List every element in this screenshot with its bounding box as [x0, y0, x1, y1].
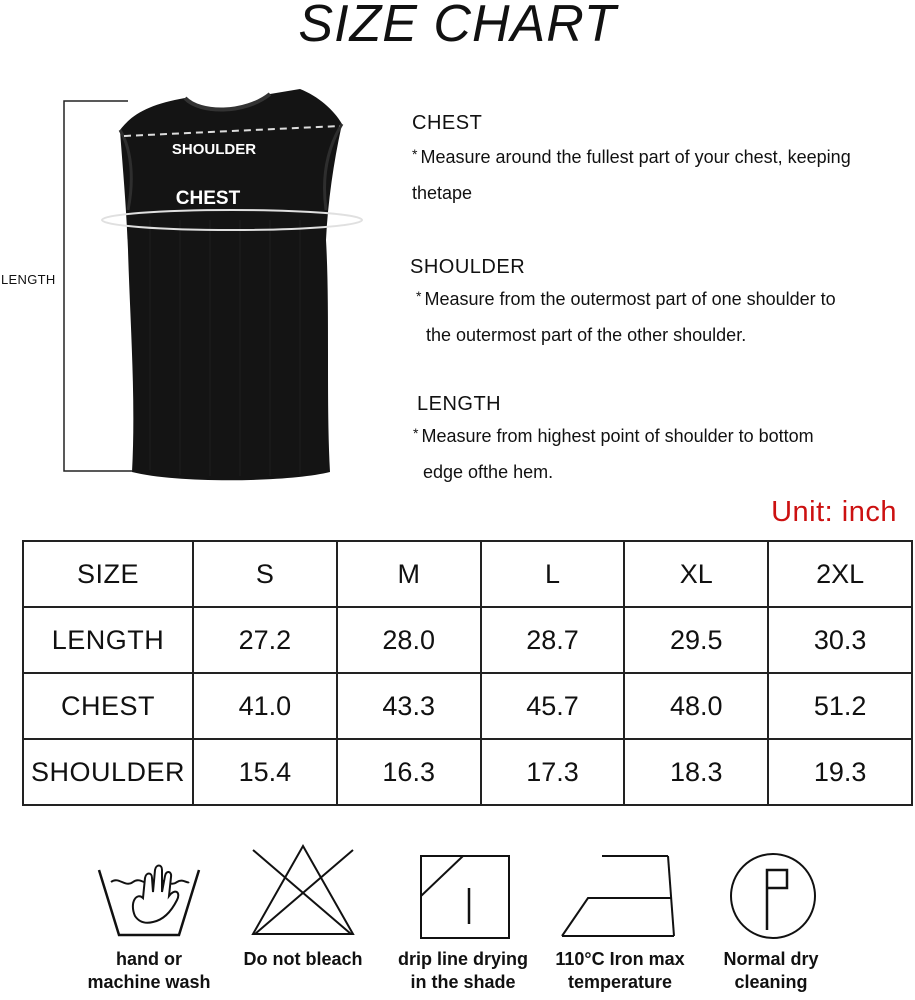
table-row — [23, 607, 912, 673]
table-cell: 19.3 — [768, 739, 912, 805]
chest-heading: CHEST — [412, 112, 483, 134]
table-header-cell: 2XL — [768, 541, 912, 607]
table-cell: 45.7 — [481, 673, 625, 739]
table-cell: 28.0 — [337, 607, 481, 673]
length-line-1: Measure from highest point of shoulder to bottom — [421, 426, 814, 446]
chest-line-2: thetape — [412, 183, 473, 203]
tank-top-icon — [0, 80, 400, 500]
care-label: hand or — [116, 949, 182, 969]
row-label: LENGTH — [23, 607, 193, 673]
length-measure-label: LENGTH — [1, 272, 56, 287]
dry-clean-icon — [711, 840, 831, 940]
size-table — [22, 540, 913, 806]
length-description — [413, 393, 814, 490]
no-bleach-icon — [243, 840, 363, 940]
care-label: Normal dry — [723, 949, 819, 969]
table-cell: 15.4 — [193, 739, 337, 805]
table-row — [23, 673, 912, 739]
iron-icon — [560, 840, 680, 940]
table-row — [23, 739, 912, 805]
care-label: 110°C Iron max — [555, 949, 685, 969]
bullet: * — [416, 288, 422, 304]
shoulder-line-2: the outermost part of the other shoulder. — [426, 325, 747, 345]
length-line-2: edge ofthe hem. — [423, 462, 554, 482]
table-header-cell: L — [481, 541, 625, 607]
table-cell: 41.0 — [193, 673, 337, 739]
care-label: in the shade — [410, 972, 516, 992]
hand-wash-icon — [89, 840, 209, 940]
table-cell: 18.3 — [624, 739, 768, 805]
table-cell: 16.3 — [337, 739, 481, 805]
table-header-row — [23, 541, 912, 607]
table-header-cell: SIZE — [23, 541, 193, 607]
table-cell: 28.7 — [481, 607, 625, 673]
table-cell: 27.2 — [193, 607, 337, 673]
page-title: SIZE CHART — [298, 0, 617, 53]
chest-measure-label: CHEST — [175, 188, 241, 209]
shoulder-description — [410, 256, 836, 353]
table-header-cell: M — [337, 541, 481, 607]
table-cell: 48.0 — [624, 673, 768, 739]
shirt-illustration — [0, 80, 400, 500]
drip-dry-shade-icon — [403, 840, 523, 940]
shoulder-line-1: Measure from the outermost part of one shoulder to — [424, 289, 836, 309]
length-heading: LENGTH — [417, 393, 502, 415]
care-drip-dry — [388, 840, 538, 994]
table-cell: 51.2 — [768, 673, 912, 739]
shoulder-measure-label: SHOULDER — [171, 141, 257, 158]
care-label: machine wash — [87, 972, 211, 992]
care-iron — [545, 840, 695, 994]
chest-line-1: Measure around the fullest part of your chest, keeping — [420, 147, 851, 167]
row-label: CHEST — [23, 673, 193, 739]
bullet: * — [412, 146, 418, 162]
table-header-cell: XL — [624, 541, 768, 607]
care-no-bleach — [228, 840, 378, 971]
care-label: Do not bleach — [243, 949, 363, 969]
care-dry-clean — [696, 840, 846, 994]
care-label: drip line drying — [397, 949, 528, 969]
table-header-cell: S — [193, 541, 337, 607]
chest-description — [412, 112, 851, 211]
table-cell: 29.5 — [624, 607, 768, 673]
table-cell: 30.3 — [768, 607, 912, 673]
table-cell: 17.3 — [481, 739, 625, 805]
table-cell: 43.3 — [337, 673, 481, 739]
unit-label: Unit: inch — [771, 496, 897, 528]
care-hand-wash — [74, 840, 224, 994]
care-label: temperature — [567, 972, 673, 992]
row-label: SHOULDER — [23, 739, 193, 805]
bullet: * — [413, 425, 419, 441]
care-label: cleaning — [734, 972, 808, 992]
shoulder-heading: SHOULDER — [410, 256, 526, 278]
